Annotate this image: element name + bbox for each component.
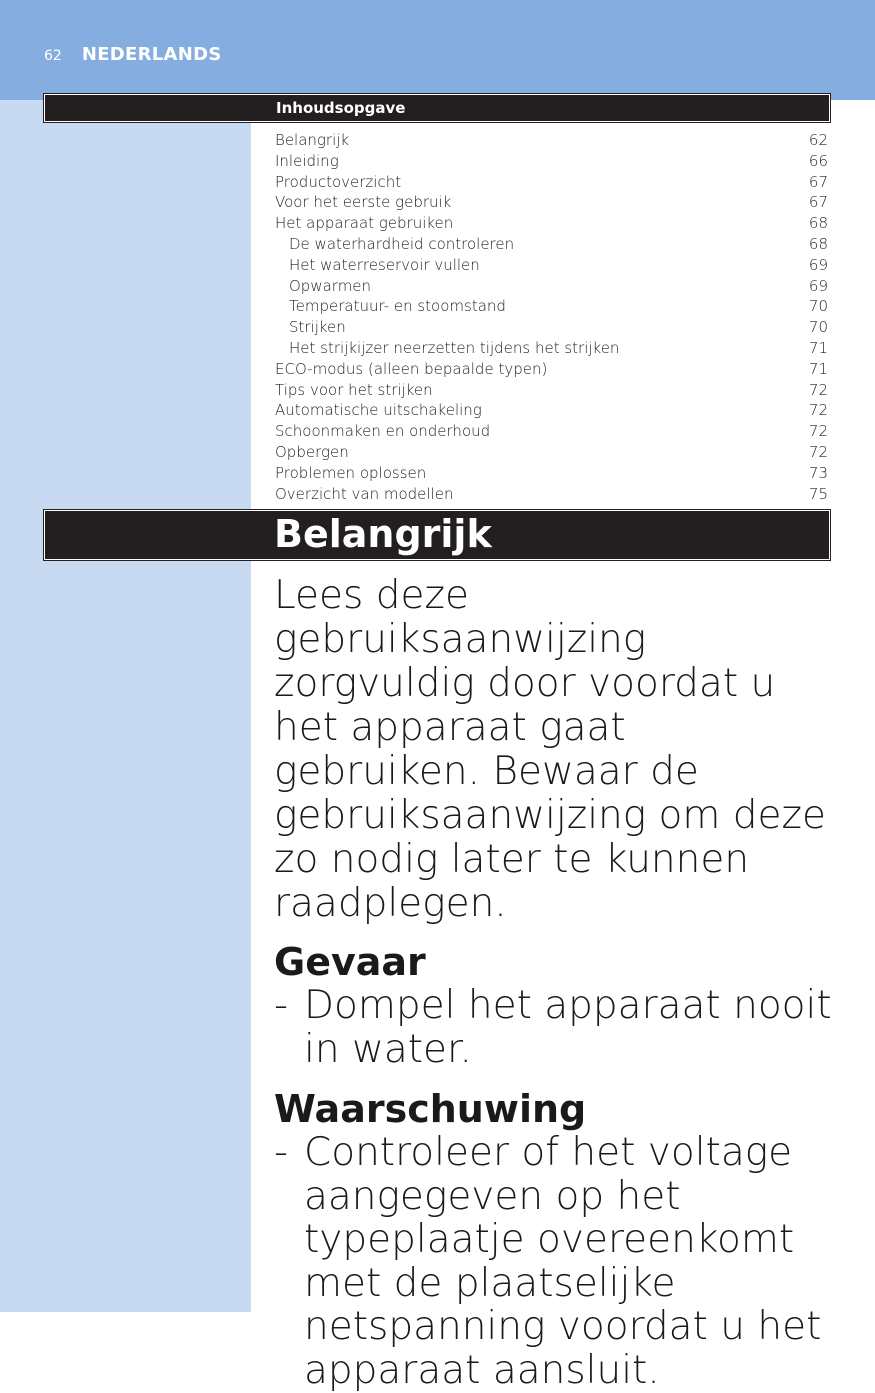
side-margin-band <box>0 100 251 1312</box>
toc-entry-label: Het strijkijzer neerzetten tijdens het strijken <box>289 338 620 357</box>
bullet-dash: - <box>274 1130 289 1175</box>
toc-entry-page: 71 <box>808 338 828 357</box>
page-number: 62 <box>44 48 62 64</box>
toc-entry-page: 72 <box>808 401 828 420</box>
toc-entry[interactable] <box>275 213 828 234</box>
bullet-dash: - <box>274 983 289 1028</box>
toc-entry[interactable] <box>275 276 828 297</box>
main-content <box>274 574 844 1392</box>
toc-entry[interactable] <box>275 234 828 255</box>
toc-entry[interactable] <box>275 296 828 317</box>
toc-entry-label: Voor het eerste gebruik <box>275 193 452 212</box>
toc-entry-label: Inleiding <box>275 151 339 170</box>
toc-entry-label: De waterhardheid controleren <box>289 234 515 253</box>
toc-entry-label: Schoonmaken en onderhoud <box>275 422 491 441</box>
toc-entry-page: 72 <box>808 422 828 441</box>
toc-entry[interactable] <box>275 317 828 338</box>
toc-title: Inhoudsopgave <box>276 99 406 117</box>
toc-entry-label: Het apparaat gebruiken <box>275 214 454 233</box>
toc-entry-label: Overzicht van modellen <box>275 484 454 503</box>
language-label: NEDERLANDS <box>81 44 222 65</box>
toc-entry-page: 62 <box>808 131 828 149</box>
toc-entry-page: 73 <box>808 463 828 482</box>
toc-entry[interactable] <box>275 380 828 401</box>
toc-entry-label: Problemen oplossen <box>275 463 427 482</box>
toc-entry[interactable] <box>275 463 828 484</box>
warning-bullet <box>274 1131 844 1392</box>
toc-entry[interactable] <box>275 255 828 276</box>
toc-entry[interactable] <box>275 442 828 463</box>
toc-entry[interactable] <box>275 484 828 505</box>
toc-entry-label: Strijken <box>289 318 346 337</box>
toc-entry[interactable] <box>275 130 828 151</box>
toc-entry-label: Belangrijk <box>275 131 350 149</box>
toc-entry-page: 68 <box>808 214 828 233</box>
toc-entry-page: 75 <box>808 484 828 503</box>
toc-entry[interactable] <box>275 338 828 359</box>
toc-entry-page: 72 <box>808 442 828 461</box>
toc-entry-label: ECO-modus (alleen bepaalde typen) <box>275 359 548 378</box>
toc-entry-page: 70 <box>808 318 828 337</box>
toc-entry-page: 68 <box>808 234 828 253</box>
toc-entry-label: Automatische uitschakeling <box>275 401 482 420</box>
toc-entry-label: Temperatuur- en stoomstand <box>289 297 506 316</box>
danger-heading: Gevaar <box>274 940 426 984</box>
toc-entry-page: 67 <box>808 193 828 212</box>
warning-bullet-text: Controleer of het voltage aangegeven op het typeplaatje overeenkomt met de plaatselijke netspanning voordat u het apparaat aansluit. <box>304 1130 822 1393</box>
toc-entry-page: 72 <box>808 380 828 399</box>
toc-entry-page: 69 <box>808 276 828 295</box>
toc-entry-page: 70 <box>808 297 828 316</box>
toc-entry[interactable] <box>275 192 828 213</box>
intro-paragraph: Lees deze gebruiksaanwijzing zorgvuldig door voordat u het apparaat gaat gebruiken. Bewaar de gebruiksaanwijzing om deze zo nodig later te kunnen raadplegen. <box>274 573 827 926</box>
toc-entry-label: Productoverzicht <box>275 172 402 191</box>
table-of-contents <box>275 130 828 504</box>
toc-entry-page: 67 <box>808 172 828 191</box>
toc-entry-label: Tips voor het strijken <box>275 380 433 399</box>
toc-entry-page: 71 <box>808 359 828 378</box>
warning-heading: Waarschuwing <box>274 1087 587 1131</box>
toc-entry[interactable] <box>275 172 828 193</box>
toc-entry-label: Opbergen <box>275 442 349 461</box>
section-title: Belangrijk <box>274 512 492 556</box>
danger-bullet-text: Dompel het apparaat nooit in water. <box>304 983 832 1072</box>
page-header <box>44 44 222 66</box>
toc-entry-page: 69 <box>808 255 828 274</box>
section-title-bar <box>44 510 830 560</box>
toc-entry-label: Het waterreservoir vullen <box>289 255 480 274</box>
toc-entry[interactable] <box>275 400 828 421</box>
toc-entry[interactable] <box>275 421 828 442</box>
toc-entry[interactable] <box>275 151 828 172</box>
toc-entry-label: Opwarmen <box>289 276 372 295</box>
danger-bullet <box>274 984 844 1071</box>
toc-entry-page: 66 <box>808 151 828 170</box>
toc-title-bar <box>44 94 830 122</box>
toc-entry[interactable] <box>275 359 828 380</box>
